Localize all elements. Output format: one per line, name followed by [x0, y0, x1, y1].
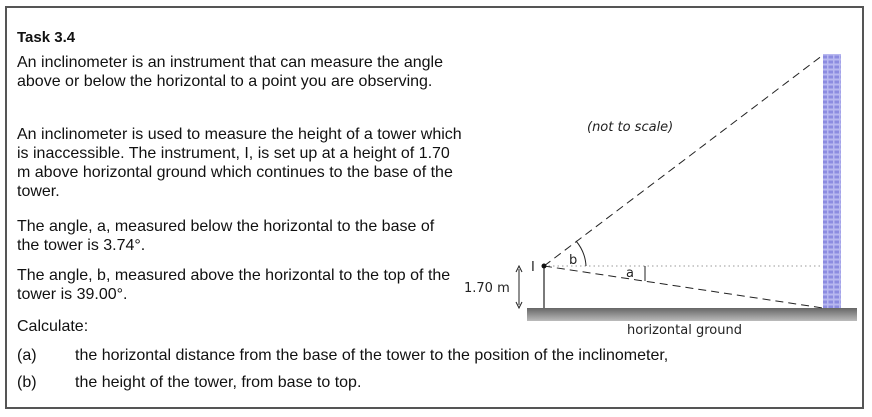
question-a-label: (a) [17, 347, 37, 364]
angle-b-arc [576, 241, 586, 266]
paragraph-angle-a: The angle, a, measured below the horizontal to the base of the tower is 3.74°. [17, 218, 435, 254]
line-of-sight-top [544, 55, 823, 266]
angle-b-label: b [569, 253, 578, 268]
question-b-text: the height of the tower, from base to top. [75, 374, 362, 391]
angle-a-label: a [626, 266, 634, 281]
instrument-point [542, 264, 547, 269]
tower [823, 54, 841, 308]
height-label: 1.70 m [464, 281, 510, 296]
line-of-sight-base [544, 266, 823, 308]
paragraph-angle-b: The angle, b, measured above the horizontal to the top of the tower is 39.00°. [17, 267, 451, 303]
ground-label: horizontal ground [627, 323, 742, 338]
question-a-text: the horizontal distance from the base of the tower to the position of the inclinometer, [75, 347, 669, 364]
task-title: Task 3.4 [17, 29, 76, 46]
paragraph-intro: An inclinometer is an instrument that can measure the angle above or below the horizontal to a point you are observing. [17, 54, 444, 90]
not-to-scale-note: (not to scale) [587, 120, 674, 135]
ground [527, 308, 857, 321]
paragraph-setup: An inclinometer is used to measure the height of a tower which is inaccessible. The instrument, I, is set up at a height of 1.70 m above horizontal ground which continues to the base of the tower. [17, 126, 462, 200]
instrument-label: I [531, 260, 535, 275]
question-b-label: (b) [17, 374, 37, 391]
calculate-label: Calculate: [17, 318, 89, 335]
